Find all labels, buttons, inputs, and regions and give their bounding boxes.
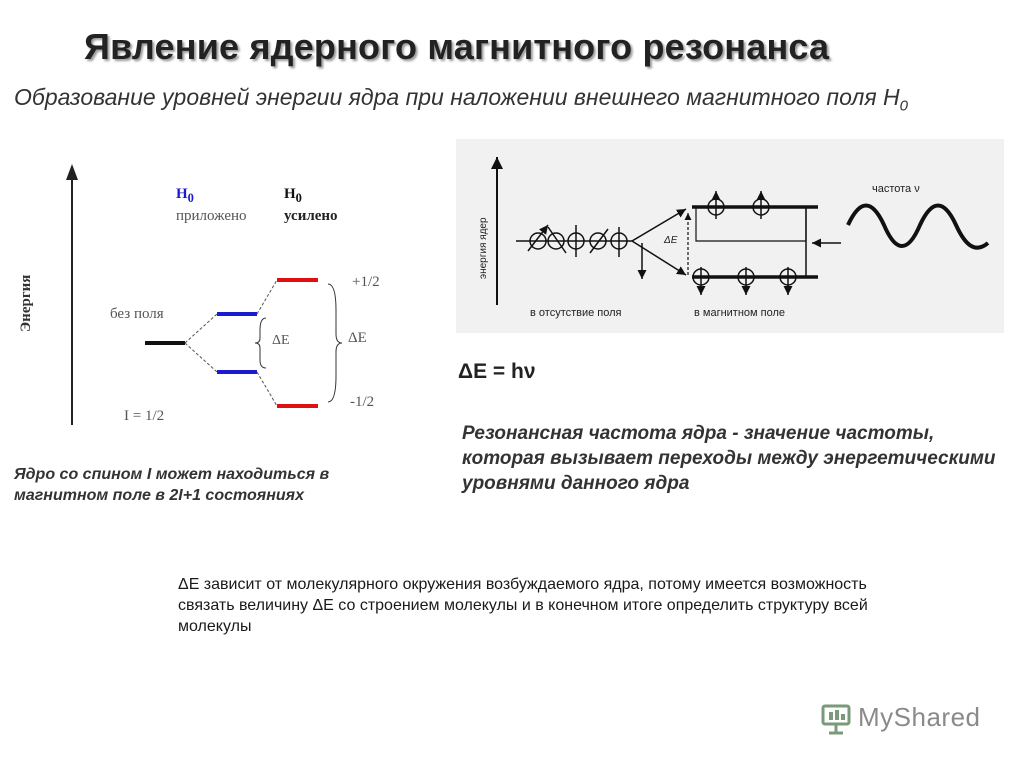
nuclear-energy-axis-label: энергия ядер (478, 217, 489, 279)
subtitle-text: Образование уровней энергии ядра при наложении внешнего магнитного поля H (14, 84, 900, 110)
delta-e-large-label: ΔE (348, 330, 367, 346)
brace-large (328, 284, 342, 402)
h0-increased-label: $H_0$ (284, 186, 302, 205)
spins-upper (708, 191, 769, 219)
spin-states-note: Ядро со спином I может находиться в магнитном поле в 2I+1 состояниях (14, 466, 330, 504)
h0-applied-text: приложено (176, 208, 247, 224)
split-arrow-down (632, 241, 686, 275)
page-title: Явление ядерного магнитного резонанса (84, 26, 830, 67)
no-field-label: без поля (110, 306, 164, 322)
h0-applied-label: $H_0$ (176, 186, 194, 205)
brace-small (255, 318, 266, 368)
split-dash-red-upper (257, 280, 277, 314)
spin-transition-diagram (456, 139, 1004, 333)
split-dash-red-lower (257, 372, 277, 406)
presentation-icon (820, 702, 854, 736)
page-subtitle (14, 84, 908, 115)
energy-axis-arrow (66, 164, 78, 180)
h0-increased-text: усилено (284, 208, 338, 224)
split-arrow-up (632, 209, 686, 241)
rf-wave (848, 206, 988, 248)
no-field-caption: в отсутствие поля (530, 307, 622, 319)
frequency-label: частота ν (872, 183, 920, 195)
minus-half-label: -1/2 (350, 394, 375, 410)
delta-e-small-label: ΔE (272, 333, 290, 348)
spin-transition-graphic (456, 139, 1004, 333)
plus-half-label: +1/2 (352, 274, 380, 290)
resonance-formula: ΔE = hν (458, 360, 536, 383)
watermark-text: MyShared (858, 702, 981, 732)
split-dash-lower (185, 343, 217, 372)
delta-e-dependence-note: ΔE зависит от молекулярного окружения возбуждаемого ядра, потому имеется возможность связать величину ΔE со строением молекулы и в конечном итоге определить структуру всей молекулы (178, 576, 868, 635)
in-field-caption: в магнитном поле (694, 307, 786, 319)
energy-level-diagram (0, 150, 430, 440)
spins-lower (693, 267, 796, 295)
myshared-watermark (820, 700, 1000, 736)
spin-label: I = 1/2 (124, 408, 165, 424)
subtitle-subscript: 0 (899, 97, 908, 115)
delta-e-label: ΔE (664, 235, 678, 246)
level-connector (696, 207, 806, 241)
resonance-definition: Резонансная частота ядра - значение частоты, которая вызывает переходы между энергетическими уровнями данного ядра (462, 423, 996, 494)
split-dash-upper (185, 314, 217, 343)
energy-axis-label: Энергия (18, 274, 34, 332)
